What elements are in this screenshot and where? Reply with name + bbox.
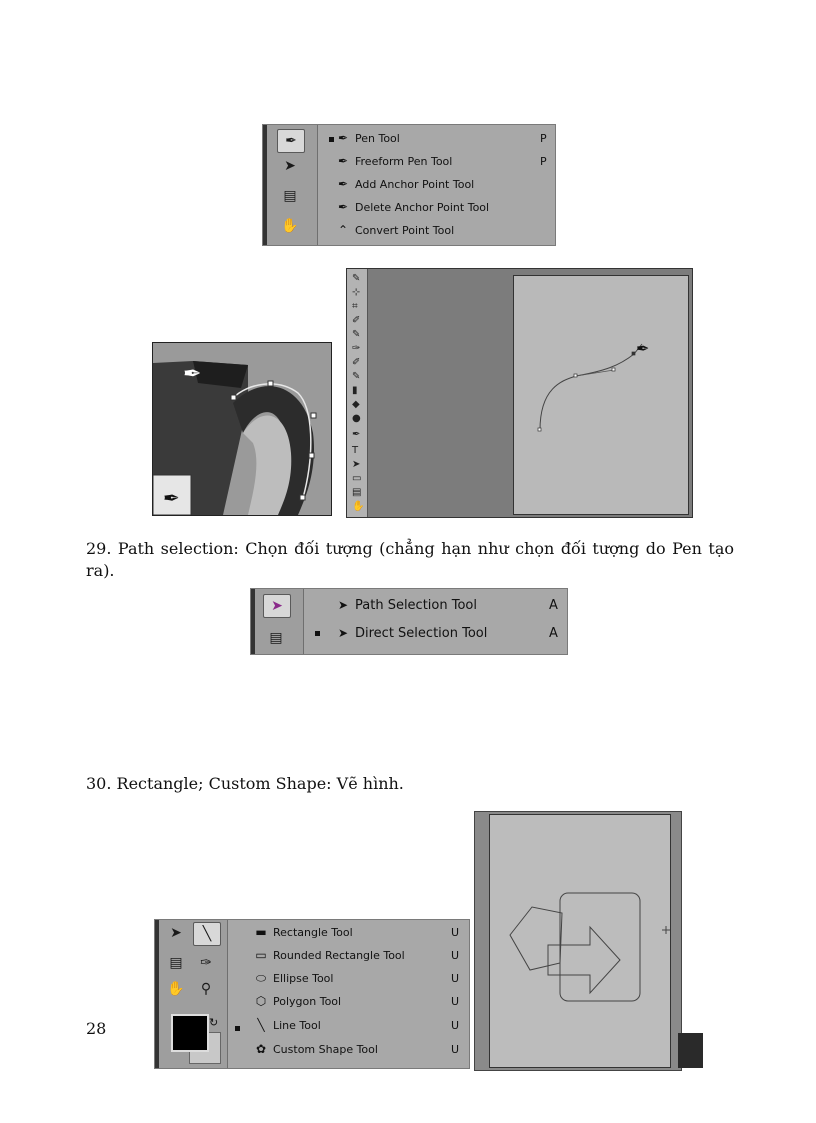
document-canvas <box>489 814 671 1068</box>
menu-item-label: Freeform Pen Tool <box>355 154 453 168</box>
notes-button[interactable]: ▤ <box>269 630 283 646</box>
line-shape-button[interactable]: ╲ <box>193 922 221 946</box>
svg-text:▤: ▤ <box>352 487 362 498</box>
menu-item-convert-point-tool[interactable] <box>335 220 549 240</box>
menu-item-ellipse-tool[interactable] <box>253 968 463 988</box>
shortcut-key: U <box>451 948 460 962</box>
svg-text:◆: ◆ <box>352 399 360 410</box>
shortcut-key: U <box>451 925 460 939</box>
menu-item-label: Line Tool <box>273 1018 321 1032</box>
menu-item-freeform-pen-tool[interactable] <box>335 151 549 171</box>
shortcut-key: P <box>540 154 547 168</box>
add-anchor-icon: ✒ <box>337 177 349 191</box>
shortcut-key: U <box>451 994 460 1008</box>
svg-text:✒: ✒ <box>163 486 180 510</box>
shortcut-key: U <box>451 1042 460 1056</box>
svg-text:▭: ▭ <box>352 473 362 484</box>
path-selection-button[interactable]: ➤ <box>284 158 296 174</box>
shapes-canvas-window <box>474 811 682 1071</box>
rectangle-icon: ▬ <box>255 925 267 939</box>
menu-item-custom-shape-tool[interactable] <box>253 1039 463 1059</box>
page-number: 28 <box>86 1019 107 1038</box>
svg-text:●: ● <box>352 413 361 424</box>
menu-item-label: Pen Tool <box>355 131 400 145</box>
menu-item-label: Polygon Tool <box>273 994 342 1008</box>
menu-item-label: Ellipse Tool <box>273 971 334 985</box>
svg-text:✎: ✎ <box>352 371 361 382</box>
notes-button[interactable]: ▤ <box>283 188 297 204</box>
shortcut-key: P <box>540 131 547 145</box>
menu-item-label: Custom Shape Tool <box>273 1042 378 1056</box>
direct-selection-icon: ➤ <box>337 626 349 640</box>
path-selection-button[interactable]: ➤ <box>263 594 291 618</box>
eyedropper-button[interactable]: ✑ <box>200 955 212 971</box>
svg-text:✒: ✒ <box>183 362 202 387</box>
section-30-text: 30. Rectangle; Custom Shape: Vẽ hình. <box>86 774 404 793</box>
menu-item-rectangle-tool[interactable] <box>253 922 463 942</box>
cup-photo <box>152 342 332 516</box>
svg-text:▮: ▮ <box>352 385 358 396</box>
path-selection-menu <box>250 588 568 655</box>
zoom-tool-button[interactable]: ⚲ <box>200 981 212 997</box>
hand-tool-button[interactable]: ✋ <box>281 218 299 234</box>
custom-shape-icon: ✿ <box>255 1042 267 1056</box>
svg-text:✎: ✎ <box>352 273 361 284</box>
swap-colors-icon[interactable]: ↻ <box>209 1016 219 1029</box>
shortcut-key: A <box>549 625 558 641</box>
notes-button[interactable]: ▤ <box>169 955 183 971</box>
svg-text:✎: ✎ <box>352 329 361 340</box>
menu-item-label: Rectangle Tool <box>273 925 353 939</box>
shape-tools-menu <box>154 919 470 1069</box>
svg-text:T: T <box>352 445 359 456</box>
svg-text:✑: ✑ <box>352 343 361 354</box>
selection-button[interactable]: ➤ <box>170 925 182 941</box>
svg-text:✐: ✐ <box>352 357 361 368</box>
ellipse-icon: ⬭ <box>255 970 267 985</box>
tool-strip <box>255 589 304 654</box>
polygon-icon: ⬡ <box>255 994 267 1008</box>
foreground-color-swatch[interactable] <box>171 1014 209 1052</box>
bezier-path-drawing <box>514 276 688 514</box>
menu-item-label: Convert Point Tool <box>355 223 455 237</box>
section-29-text: 29. Path selection: Chọn đối tượng (chẳng hạn như chọn đối tượng do Pen tạo ra). <box>86 539 734 580</box>
svg-text:✒: ✒ <box>352 429 361 440</box>
tool-strip <box>159 920 228 1068</box>
menu-item-label: Path Selection Tool <box>355 597 477 613</box>
vertical-toolbar <box>347 269 368 517</box>
menu-item-add-anchor-point-tool[interactable] <box>335 174 549 194</box>
line-icon: ╲ <box>257 1018 265 1032</box>
shortcut-key: A <box>549 597 558 613</box>
pen-tool-menu <box>262 124 556 246</box>
shapes-drawing <box>490 815 670 1067</box>
menu-item-path-selection-tool[interactable] <box>335 595 561 615</box>
convert-point-icon: ⌃ <box>337 223 349 237</box>
shortcut-key: U <box>451 1018 460 1032</box>
freeform-pen-icon: ✒ <box>337 154 349 168</box>
menu-item-delete-anchor-point-tool[interactable] <box>335 197 549 217</box>
menu-item-label: Direct Selection Tool <box>355 625 488 641</box>
dark-corner-panel <box>678 1033 703 1068</box>
toolbar-icons <box>347 269 367 517</box>
menu-item-label: Rounded Rectangle Tool <box>273 948 405 962</box>
curve-canvas-window <box>346 268 693 518</box>
svg-text:✐: ✐ <box>352 315 361 326</box>
active-tool-marker <box>235 1026 240 1031</box>
pen-icon: ✒ <box>337 131 349 145</box>
active-tool-marker <box>329 137 334 142</box>
pen-tool-button[interactable]: ✒ <box>277 129 305 153</box>
menu-item-label: Add Anchor Point Tool <box>355 177 475 191</box>
menu-item-rounded-rectangle-tool[interactable] <box>253 945 463 965</box>
tool-strip <box>267 125 318 245</box>
delete-anchor-icon: ✒ <box>337 200 349 214</box>
menu-item-line-tool[interactable] <box>253 1015 463 1035</box>
hand-tool-button[interactable]: ✋ <box>167 981 185 997</box>
path-selection-icon: ➤ <box>337 598 349 612</box>
document-canvas <box>513 275 689 515</box>
menu-item-pen-tool[interactable] <box>335 128 549 148</box>
svg-text:✒: ✒ <box>636 339 650 358</box>
svg-text:⌗: ⌗ <box>352 301 358 312</box>
svg-text:➤: ➤ <box>352 459 361 470</box>
rounded-rectangle-icon: ▭ <box>255 948 267 962</box>
shortcut-key: U <box>451 971 460 985</box>
active-tool-marker <box>315 631 320 636</box>
menu-item-polygon-tool[interactable] <box>253 991 463 1011</box>
svg-text:⊹: ⊹ <box>352 287 361 298</box>
menu-item-label: Delete Anchor Point Tool <box>355 200 490 214</box>
svg-text:✋: ✋ <box>352 501 365 512</box>
cup-path-illustration <box>153 343 331 515</box>
menu-item-direct-selection-tool[interactable] <box>335 623 561 643</box>
